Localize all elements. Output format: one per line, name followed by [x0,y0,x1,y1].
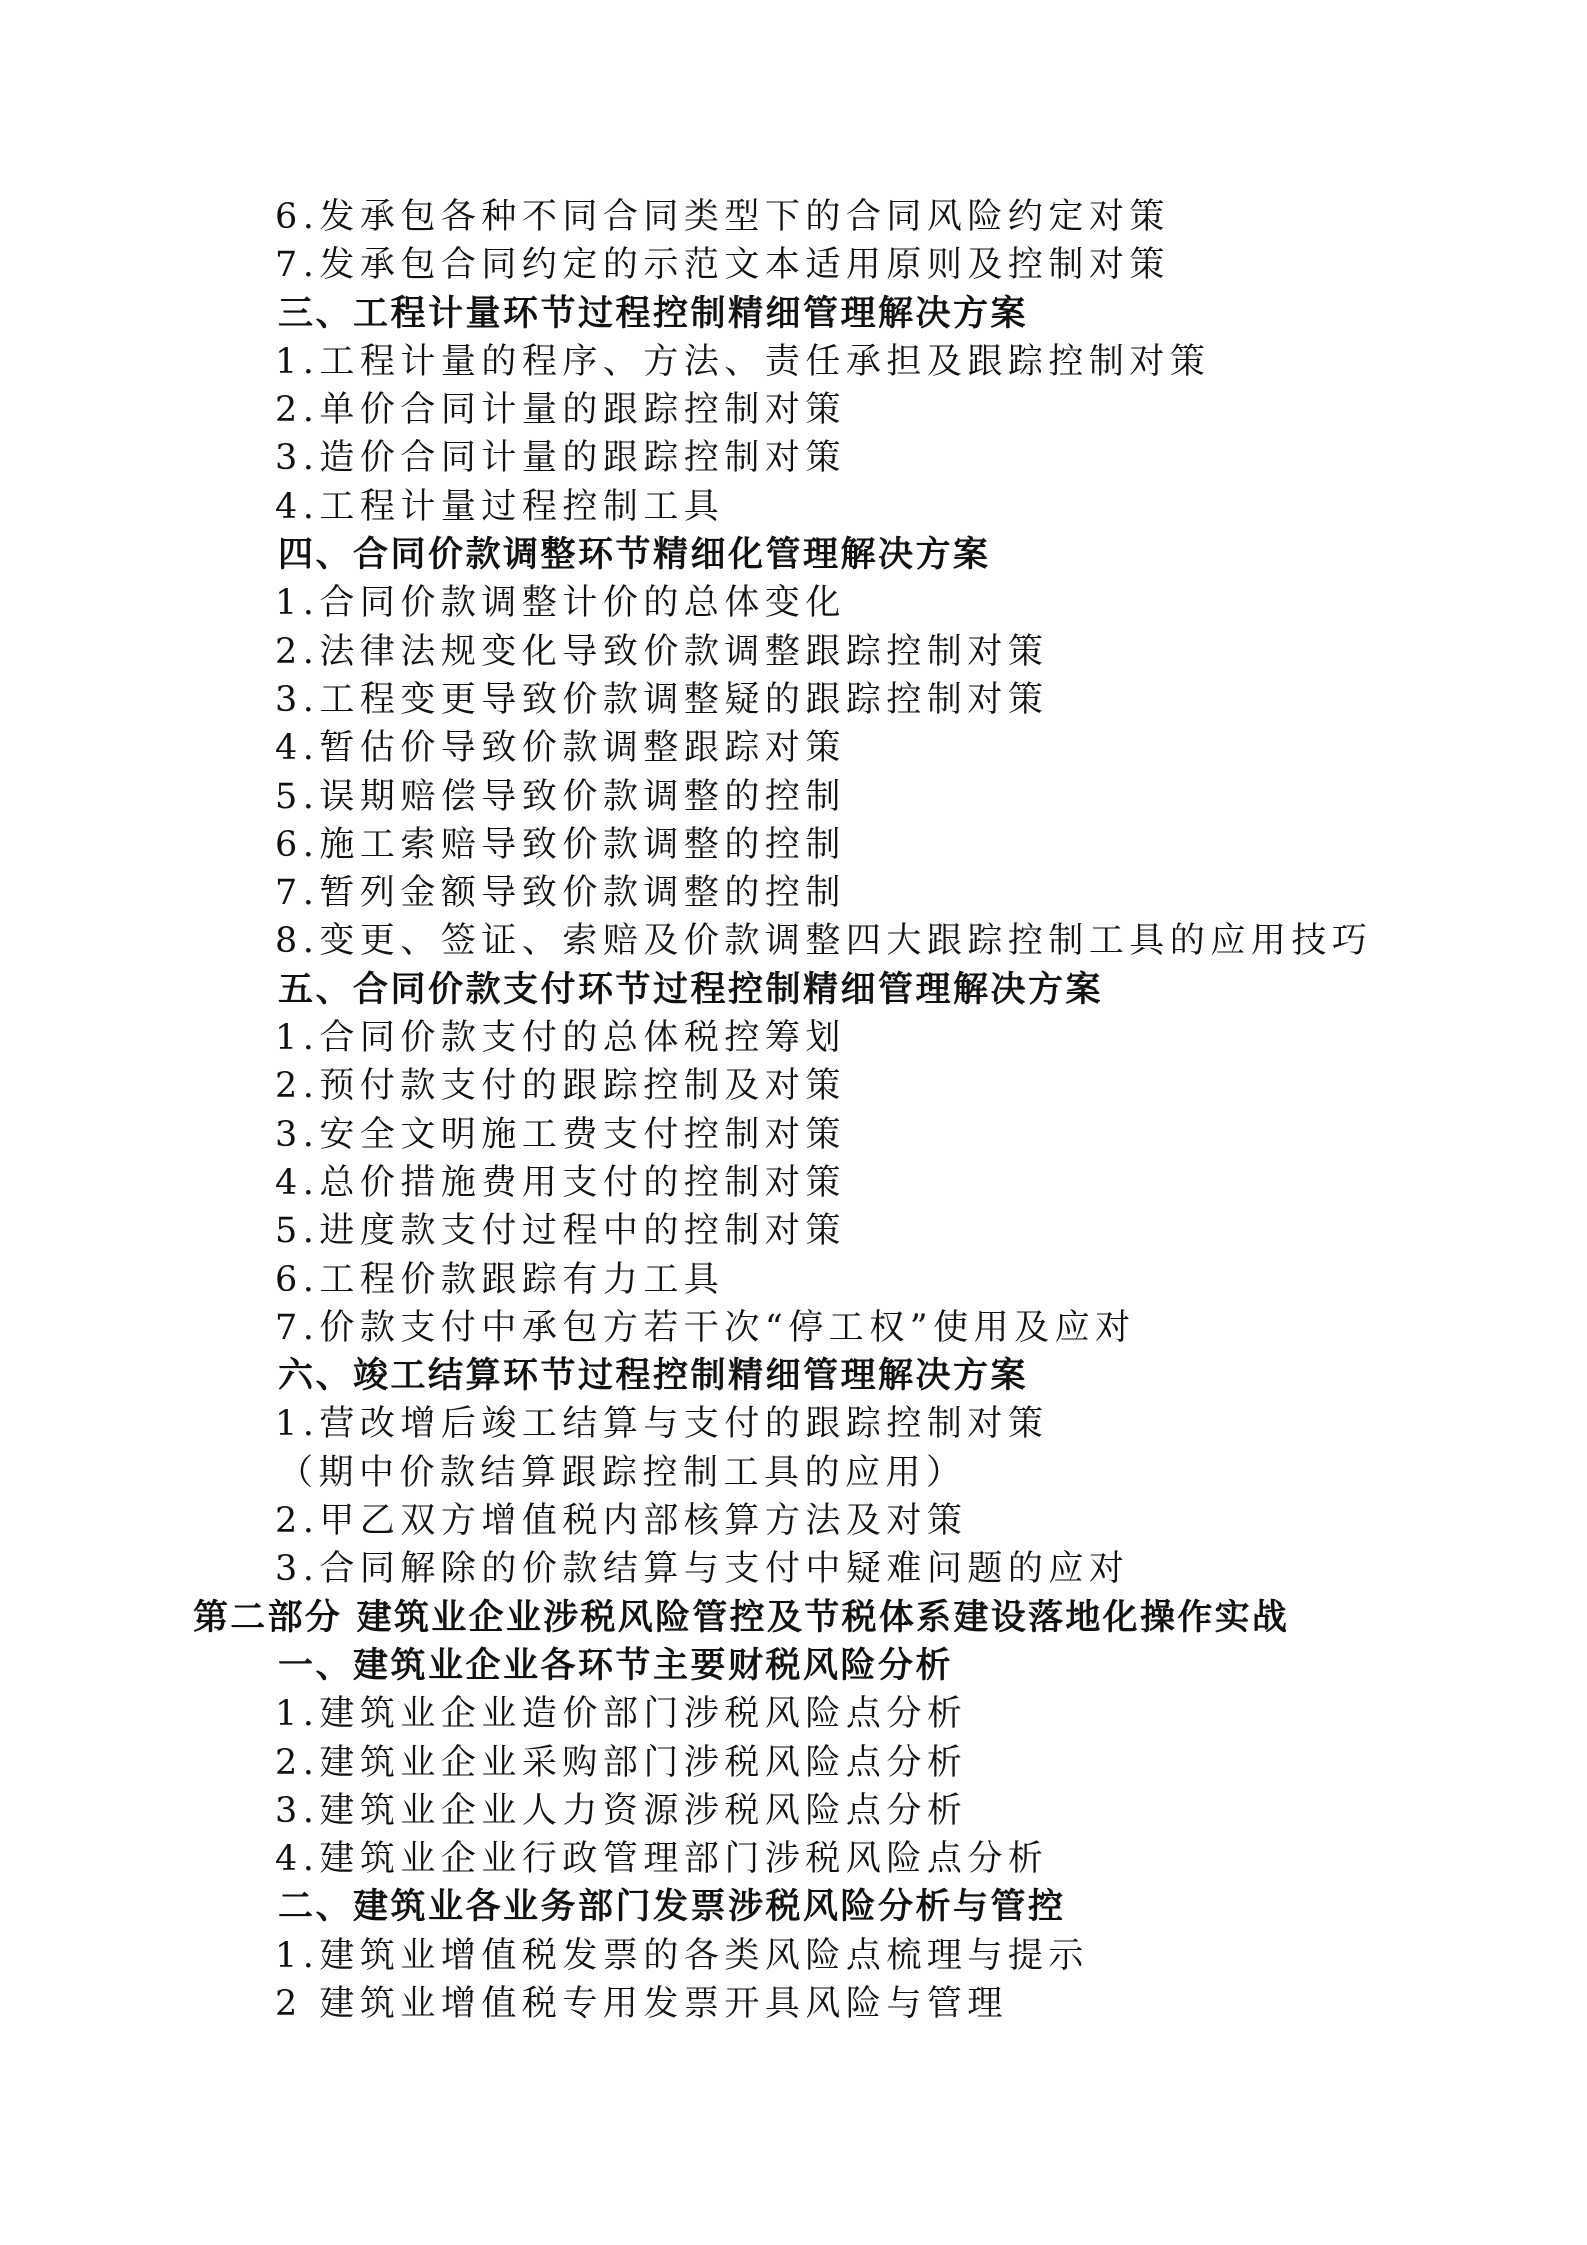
list-item: 3.合同解除的价款结算与支付中疑难问题的应对 [275,1549,1130,1590]
list-item: 6.发承包各种不同合同类型下的合同风险约定对策 [275,197,1170,237]
list-item: 7.暂列金额导致价款调整的控制 [275,873,846,914]
section-heading: 四、合同价款调整环节精细化管理解决方案 [278,534,991,576]
section-heading: 六、竣工结算环节过程控制精细管理解决方案 [278,1355,1029,1397]
list-item-note: （期中价款结算跟踪控制工具的应用） [278,1452,967,1493]
list-item: 1.建筑业企业造价部门涉税风险点分析 [275,1694,968,1735]
part-heading: 第二部分 建筑业企业涉税风险管控及节税体系建设落地化操作实战 [193,1596,1290,1638]
list-item: 7.价款支付中承包方若干次“停工权”使用及应对 [275,1307,1136,1348]
list-item: 3.安全文明施工费支付控制对策 [275,1114,846,1155]
section-heading: 一、建筑业企业各环节主要财税风险分析 [278,1644,954,1686]
list-item: 2.单价合同计量的跟踪控制对策 [275,390,846,431]
list-item: 3.工程变更导致价款调整疑的跟踪控制对策 [275,679,1049,720]
list-item: 1.营改增后竣工结算与支付的跟踪控制对策 [275,1404,1049,1445]
list-item: 5.进度款支付过程中的控制对策 [275,1211,846,1252]
list-item: 8.变更、签证、索赔及价款调整四大跟踪控制工具的应用技巧 [275,921,1373,962]
list-item: 4.建筑业企业行政管理部门涉税风险点分析 [275,1839,1049,1880]
list-item: 4.暂估价导致价款调整跟踪对策 [275,728,846,769]
list-item: 7.发承包合同约定的示范文本适用原则及控制对策 [275,245,1170,286]
section-heading: 三、工程计量环节过程控制精细管理解决方案 [278,292,1029,334]
list-item: 1.建筑业增值税发票的各类风险点梳理与提示 [275,1935,1089,1976]
list-item: 6.工程价款跟踪有力工具 [275,1259,725,1300]
list-item: 2.法律法规变化导致价款调整跟踪控制对策 [275,631,1049,672]
list-item: 2.建筑业企业采购部门涉税风险点分析 [275,1742,968,1783]
list-item: 5.误期赔偿导致价款调整的控制 [275,776,846,817]
list-item: 2.预付款支付的跟踪控制及对策 [275,1066,846,1107]
list-item: 2 建筑业增值税专用发票开具风险与管理 [275,1983,1008,2024]
list-item: 3.建筑业企业人力资源涉税风险点分析 [275,1790,968,1831]
list-item: 4.工程计量过程控制工具 [275,486,725,527]
document-body [0,193,1587,2028]
list-item: 6.施工索赔导致价款调整的控制 [275,824,846,865]
section-heading: 二、建筑业各业务部门发票涉税风险分析与管控 [278,1886,1066,1928]
section-heading: 五、合同价款支付环节过程控制精细管理解决方案 [278,968,1104,1010]
list-item: 3.造价合同计量的跟踪控制对策 [275,438,846,479]
list-item: 4.总价措施费用支付的控制对策 [275,1162,846,1203]
list-item: 1.合同价款支付的总体税控筹划 [275,1018,846,1059]
list-item: 1.合同价款调整计价的总体变化 [275,583,846,624]
list-item: 2.甲乙双方增值税内部核算方法及对策 [275,1501,968,1542]
list-item: 1.工程计量的程序、方法、责任承担及跟踪控制对策 [275,341,1211,382]
